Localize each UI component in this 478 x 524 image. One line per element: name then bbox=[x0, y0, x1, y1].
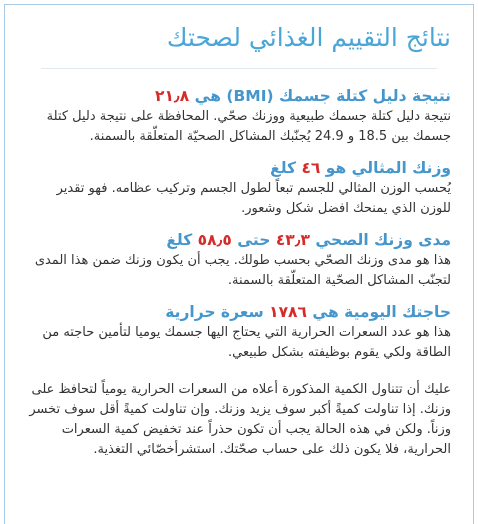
healthy-range-heading bbox=[27, 229, 451, 251]
ideal-weight-unit: كلغ bbox=[270, 159, 302, 177]
bmi-value: ٢١٫٨ bbox=[155, 87, 190, 105]
daily-calories-unit: سعرة حرارية bbox=[165, 303, 270, 321]
daily-calories-section bbox=[27, 301, 451, 363]
title-divider bbox=[41, 68, 437, 69]
ideal-weight-heading bbox=[27, 157, 451, 179]
results-content bbox=[5, 21, 473, 460]
bmi-description: نتيجة دليل كتلة جسمك طبيعية ووزنك صحّي. المحافظة على نتيجة دليل كتلة جسمك بين 18.5 و 24.9 يُجنّبك المشاكل الصحيّة المتعلّقة بالسمنة. bbox=[46, 109, 451, 144]
daily-calories-value: ١٧٨٦ bbox=[269, 303, 307, 321]
daily-calories-description: هذا هو عدد السعرات الحرارية التي يحتاج اليها جسمك يوميا لتأمين حاجته من الطاقة ولكي يقوم بوظيفته بشكل طبيعي. bbox=[42, 325, 451, 360]
daily-calories-heading-label: حاجتك اليومية هي bbox=[306, 303, 451, 321]
ideal-weight-heading-label: وزنك المثالي هو bbox=[320, 159, 451, 177]
ideal-weight-section bbox=[27, 157, 451, 219]
healthy-range-connector: حتى bbox=[231, 231, 276, 249]
bmi-section bbox=[27, 85, 451, 147]
healthy-range-max: ٥٨٫٥ bbox=[197, 231, 232, 249]
page-title: نتائج التقييم الغذائي لصحتك bbox=[166, 23, 451, 52]
closing-advice: عليك أن تتناول الكمية المذكورة أعلاه من السعرات الحرارية يومياً لتحافظ على وزنك. إذا تناولت كميةً أكبر سوف يزيد وزنك. وإن تناولت كميةً أقل سوف تخسر وزناً. ولكن في هذه الحالة يجب أن تكون حذراً عند تخفيض كمية السعرات الحرارية، فلا يكون ذلك على حساب صحّتك. استشرأخصّائي التغذية. bbox=[29, 382, 451, 457]
healthy-range-min: ٤٣٫٣ bbox=[275, 231, 310, 249]
daily-calories-heading bbox=[27, 301, 451, 323]
healthy-range-description: هذا هو مدى وزنك الصحّي بحسب طولك. يجب أن يكون وزنك ضمن هذا المدى لتجنّب المشاكل الصحّية المتعلّقة بالسمنة. bbox=[34, 253, 451, 288]
bmi-heading-label: نتيجة دليل كتلة جسمك (BMI) هي bbox=[189, 87, 451, 105]
bmi-heading bbox=[27, 85, 451, 107]
healthy-range-section bbox=[27, 229, 451, 291]
ideal-weight-description: يُحسب الوزن المثالي للجسم تبعاً لطول الجسم وتركيب عظامه. فهو تقدير للوزن الذي يمنحك افضل شكل وشعور. bbox=[56, 181, 451, 216]
healthy-range-heading-label: مدى وزنك الصحي bbox=[309, 231, 451, 249]
healthy-range-unit: كلغ bbox=[166, 231, 198, 249]
results-panel bbox=[4, 4, 474, 524]
ideal-weight-value: ٤٦ bbox=[301, 159, 321, 177]
